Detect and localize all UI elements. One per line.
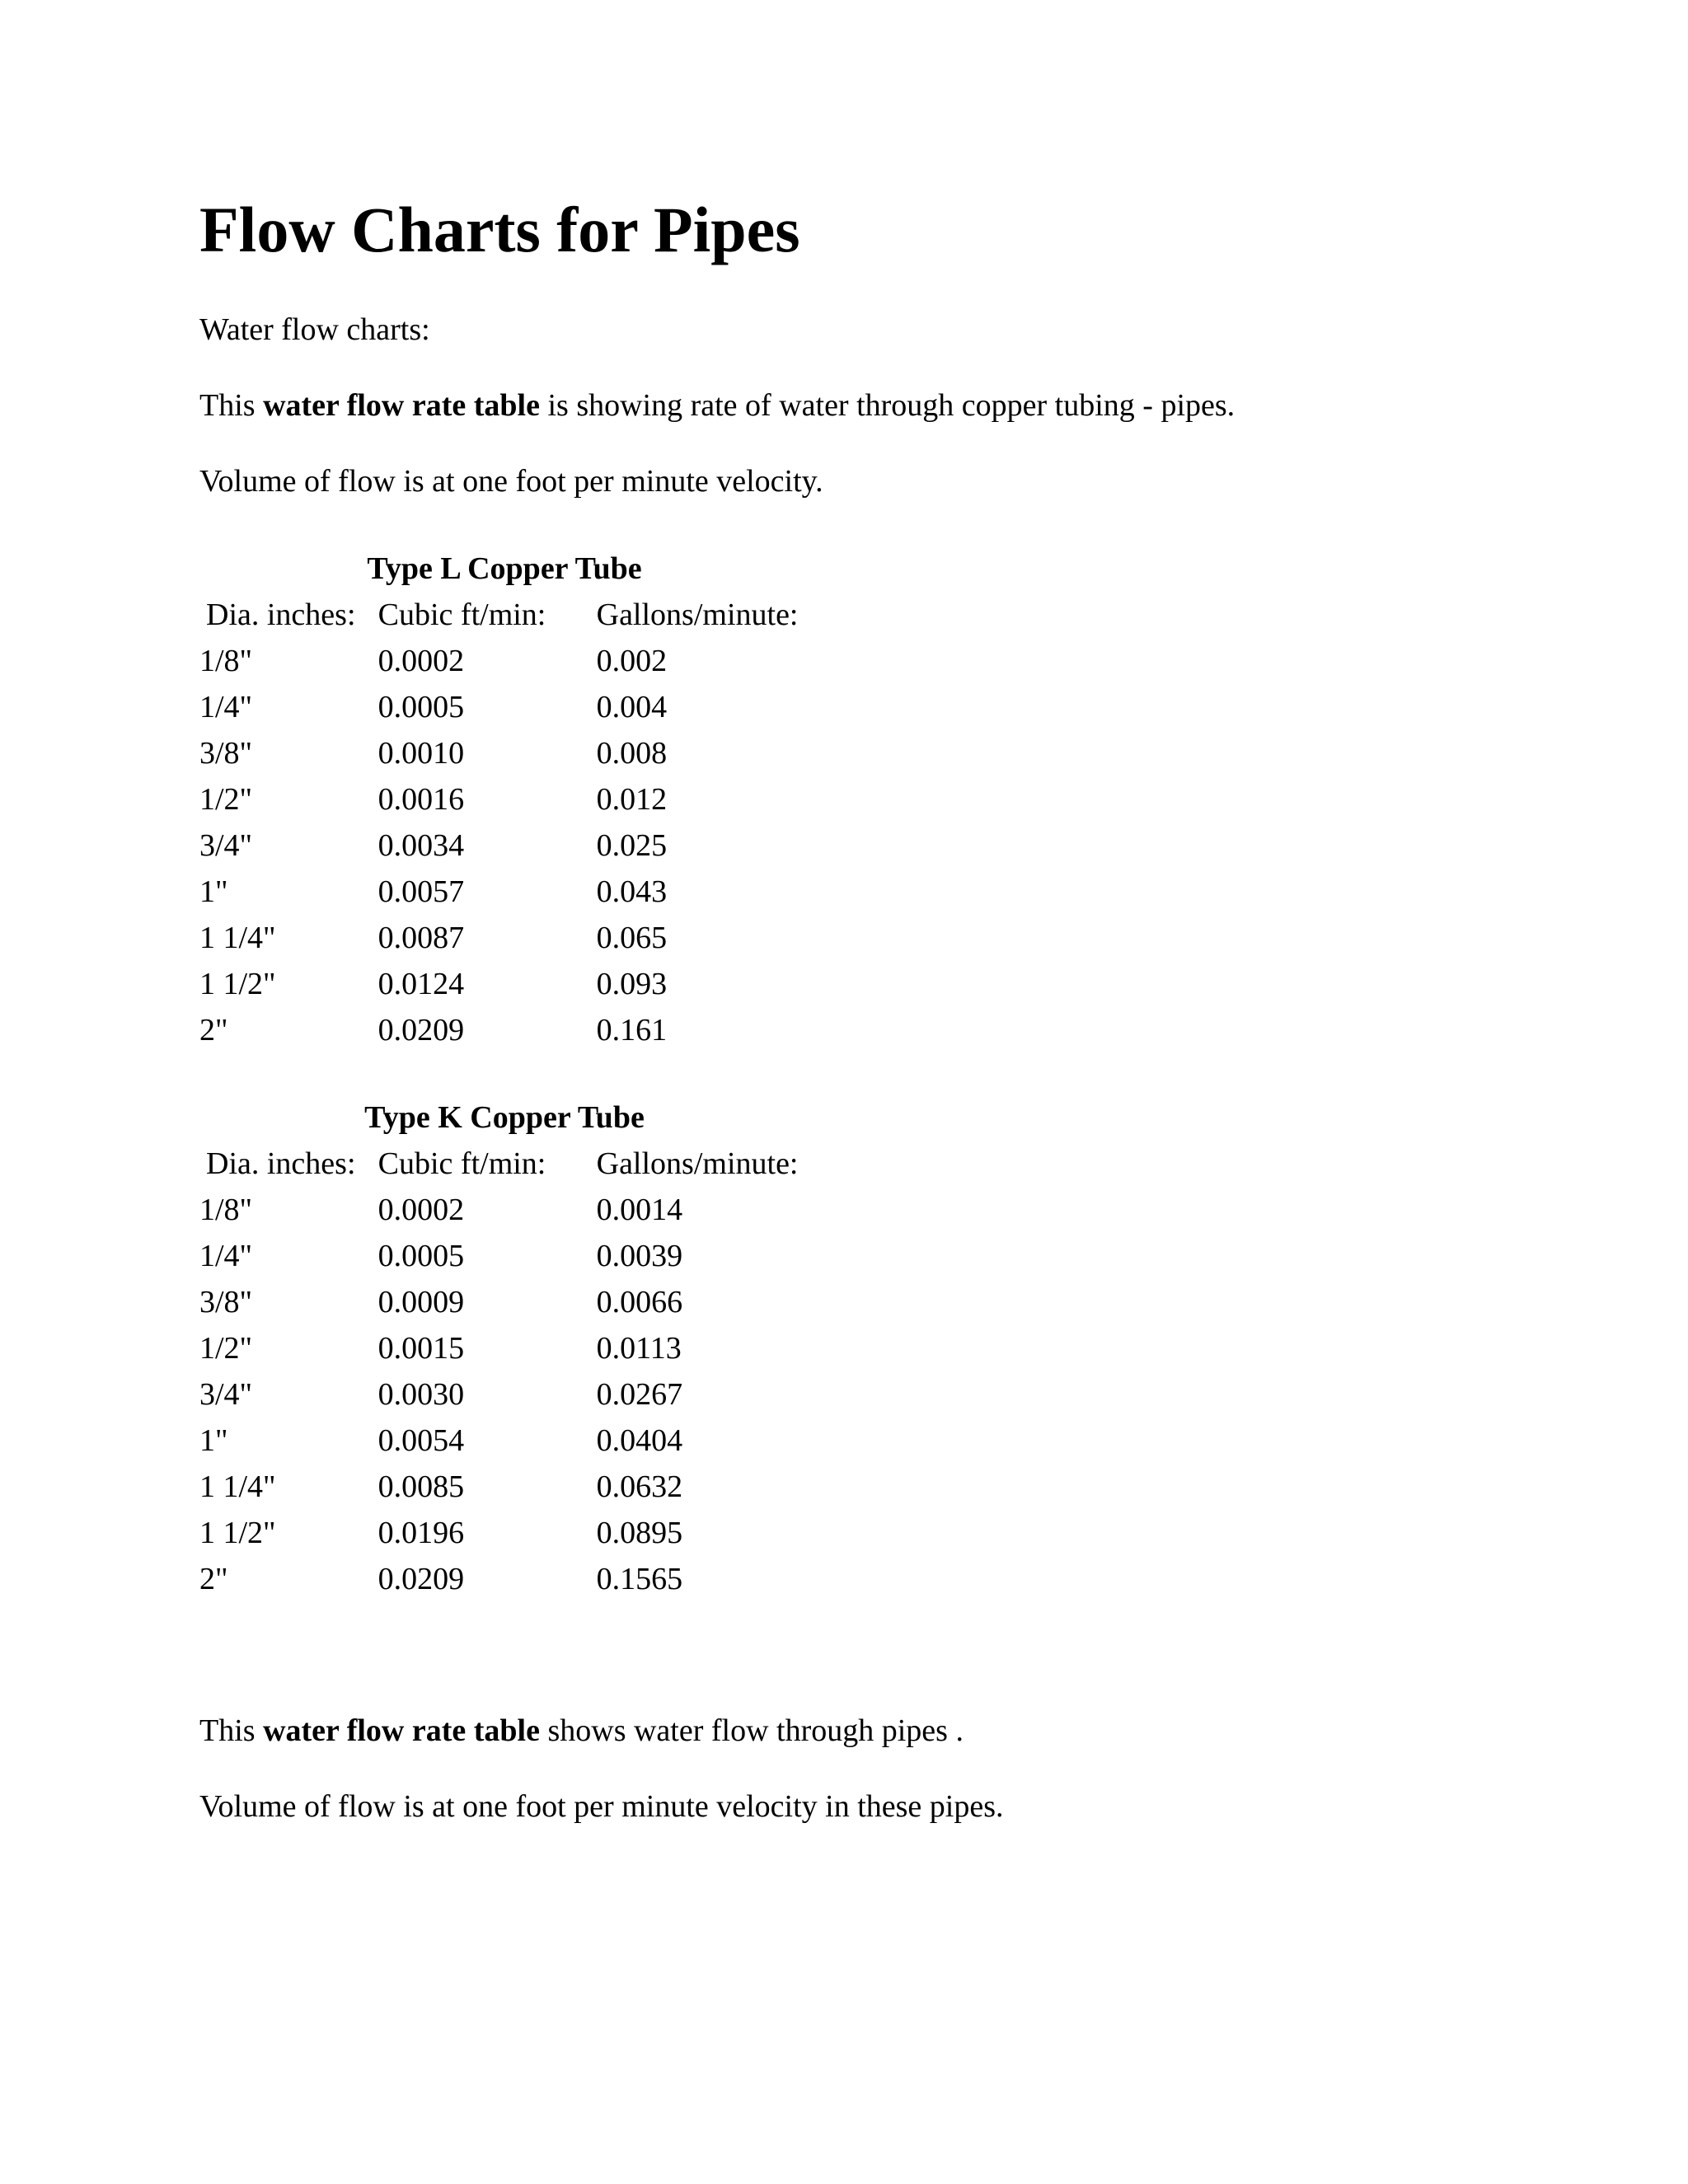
cell-diameter: 3/4" (199, 828, 253, 863)
cell-diameter: 1 1/4" (199, 921, 276, 955)
type-l-table (199, 592, 826, 1053)
cell-cubic-ft: 0.0015 (377, 1331, 465, 1366)
table-row (199, 1371, 826, 1418)
cell-cubic-ft: 0.0010 (377, 736, 465, 771)
table-row (199, 1007, 826, 1053)
type-l-table-caption: Type L Copper Tube (367, 551, 642, 586)
cell-diameter: 1 1/2" (199, 1516, 276, 1550)
cell-gallons: 0.012 (596, 782, 668, 817)
description-text-pre: This (199, 388, 264, 423)
cell-cubic-ft: 0.0034 (377, 828, 465, 863)
cell-diameter: 1 1/4" (199, 1469, 276, 1504)
table-row (199, 961, 826, 1007)
cell-cubic-ft: 0.0085 (377, 1469, 465, 1504)
cell-diameter: 1/4" (199, 1239, 253, 1273)
velocity-note: Volume of flow is at one foot per minute velocity. (199, 464, 823, 499)
table-row (199, 638, 826, 684)
pipes-description-text-bold: water flow rate table (263, 1713, 540, 1748)
pipes-description-text-post: shows water flow through pipes . (539, 1713, 964, 1748)
cell-diameter: 1/2" (199, 782, 253, 817)
table-row (199, 1233, 826, 1279)
type-l-table-block (199, 546, 826, 1053)
cell-diameter: 3/4" (199, 1377, 253, 1412)
table-row (199, 1464, 826, 1510)
table-row (199, 1279, 826, 1325)
cell-gallons: 0.093 (596, 967, 668, 1001)
column-header-cubic-ft: Cubic ft/min: (377, 1146, 546, 1181)
cell-gallons: 0.0632 (596, 1469, 683, 1504)
table-row (199, 1325, 826, 1371)
cell-cubic-ft: 0.0054 (377, 1423, 465, 1458)
table-row (199, 823, 826, 869)
description-text-post: is showing rate of water through copper tubing - pipes. (539, 388, 1236, 423)
cell-cubic-ft: 0.0002 (377, 1193, 465, 1227)
table-row (199, 1187, 826, 1233)
cell-gallons: 0.0066 (596, 1285, 683, 1319)
intro-text: Water flow charts: (199, 312, 430, 347)
cell-cubic-ft: 0.0005 (377, 690, 465, 724)
cell-cubic-ft: 0.0196 (377, 1516, 465, 1550)
table-row (199, 776, 826, 823)
column-header-gallons: Gallons/minute: (596, 598, 799, 632)
cell-gallons: 0.004 (596, 690, 668, 724)
cell-diameter: 1" (199, 874, 228, 909)
cell-gallons: 0.0113 (596, 1331, 682, 1366)
description-paragraph (199, 387, 1235, 425)
table-row (199, 684, 826, 730)
table-row (199, 1556, 826, 1602)
cell-cubic-ft: 0.0016 (377, 782, 465, 817)
pipes-description-text-pre: This (199, 1713, 264, 1748)
cell-diameter: 1/8" (199, 1193, 253, 1227)
cell-diameter: 2" (199, 1013, 228, 1047)
cell-diameter: 2" (199, 1562, 228, 1596)
cell-diameter: 3/8" (199, 736, 253, 771)
cell-gallons: 0.002 (596, 644, 668, 678)
column-header-gallons: Gallons/minute: (596, 1146, 799, 1181)
cell-cubic-ft: 0.0209 (377, 1013, 465, 1047)
cell-gallons: 0.0267 (596, 1377, 683, 1412)
pipes-description-paragraph (199, 1713, 964, 1750)
cell-diameter: 1/2" (199, 1331, 253, 1366)
pipes-velocity-note: Volume of flow is at one foot per minute velocity in these pipes. (199, 1789, 1004, 1824)
cell-cubic-ft: 0.0087 (377, 921, 465, 955)
column-header-diameter: Dia. inches: (206, 598, 356, 632)
table-row (199, 1510, 826, 1556)
cell-cubic-ft: 0.0005 (377, 1239, 465, 1273)
column-header-diameter: Dia. inches: (206, 1146, 356, 1181)
type-k-table-block (199, 1094, 826, 1602)
cell-cubic-ft: 0.0057 (377, 874, 465, 909)
cell-cubic-ft: 0.0030 (377, 1377, 465, 1412)
type-k-table (199, 1141, 826, 1602)
cell-gallons: 0.0895 (596, 1516, 683, 1550)
column-header-cubic-ft: Cubic ft/min: (377, 598, 546, 632)
description-text-bold: water flow rate table (263, 388, 540, 423)
cell-gallons: 0.008 (596, 736, 668, 771)
page-title: Flow Charts for Pipes (199, 194, 800, 265)
cell-gallons: 0.0014 (596, 1193, 683, 1227)
cell-diameter: 1" (199, 1423, 228, 1458)
table-row (199, 730, 826, 776)
cell-diameter: 1/4" (199, 690, 253, 724)
table-row (199, 915, 826, 961)
cell-cubic-ft: 0.0009 (377, 1285, 465, 1319)
cell-gallons: 0.065 (596, 921, 668, 955)
cell-diameter: 1/8" (199, 644, 253, 678)
table-header-row (199, 592, 826, 638)
table-row (199, 869, 826, 915)
cell-gallons: 0.025 (596, 828, 668, 863)
cell-gallons: 0.043 (596, 874, 668, 909)
table-row (199, 1418, 826, 1464)
cell-gallons: 0.0404 (596, 1423, 683, 1458)
type-k-table-caption: Type K Copper Tube (364, 1100, 645, 1135)
cell-diameter: 3/8" (199, 1285, 253, 1319)
cell-gallons: 0.0039 (596, 1239, 683, 1273)
table-header-row (199, 1141, 826, 1187)
cell-diameter: 1 1/2" (199, 967, 276, 1001)
cell-cubic-ft: 0.0209 (377, 1562, 465, 1596)
cell-cubic-ft: 0.0002 (377, 644, 465, 678)
cell-cubic-ft: 0.0124 (377, 967, 465, 1001)
cell-gallons: 0.161 (596, 1013, 668, 1047)
cell-gallons: 0.1565 (596, 1562, 683, 1596)
